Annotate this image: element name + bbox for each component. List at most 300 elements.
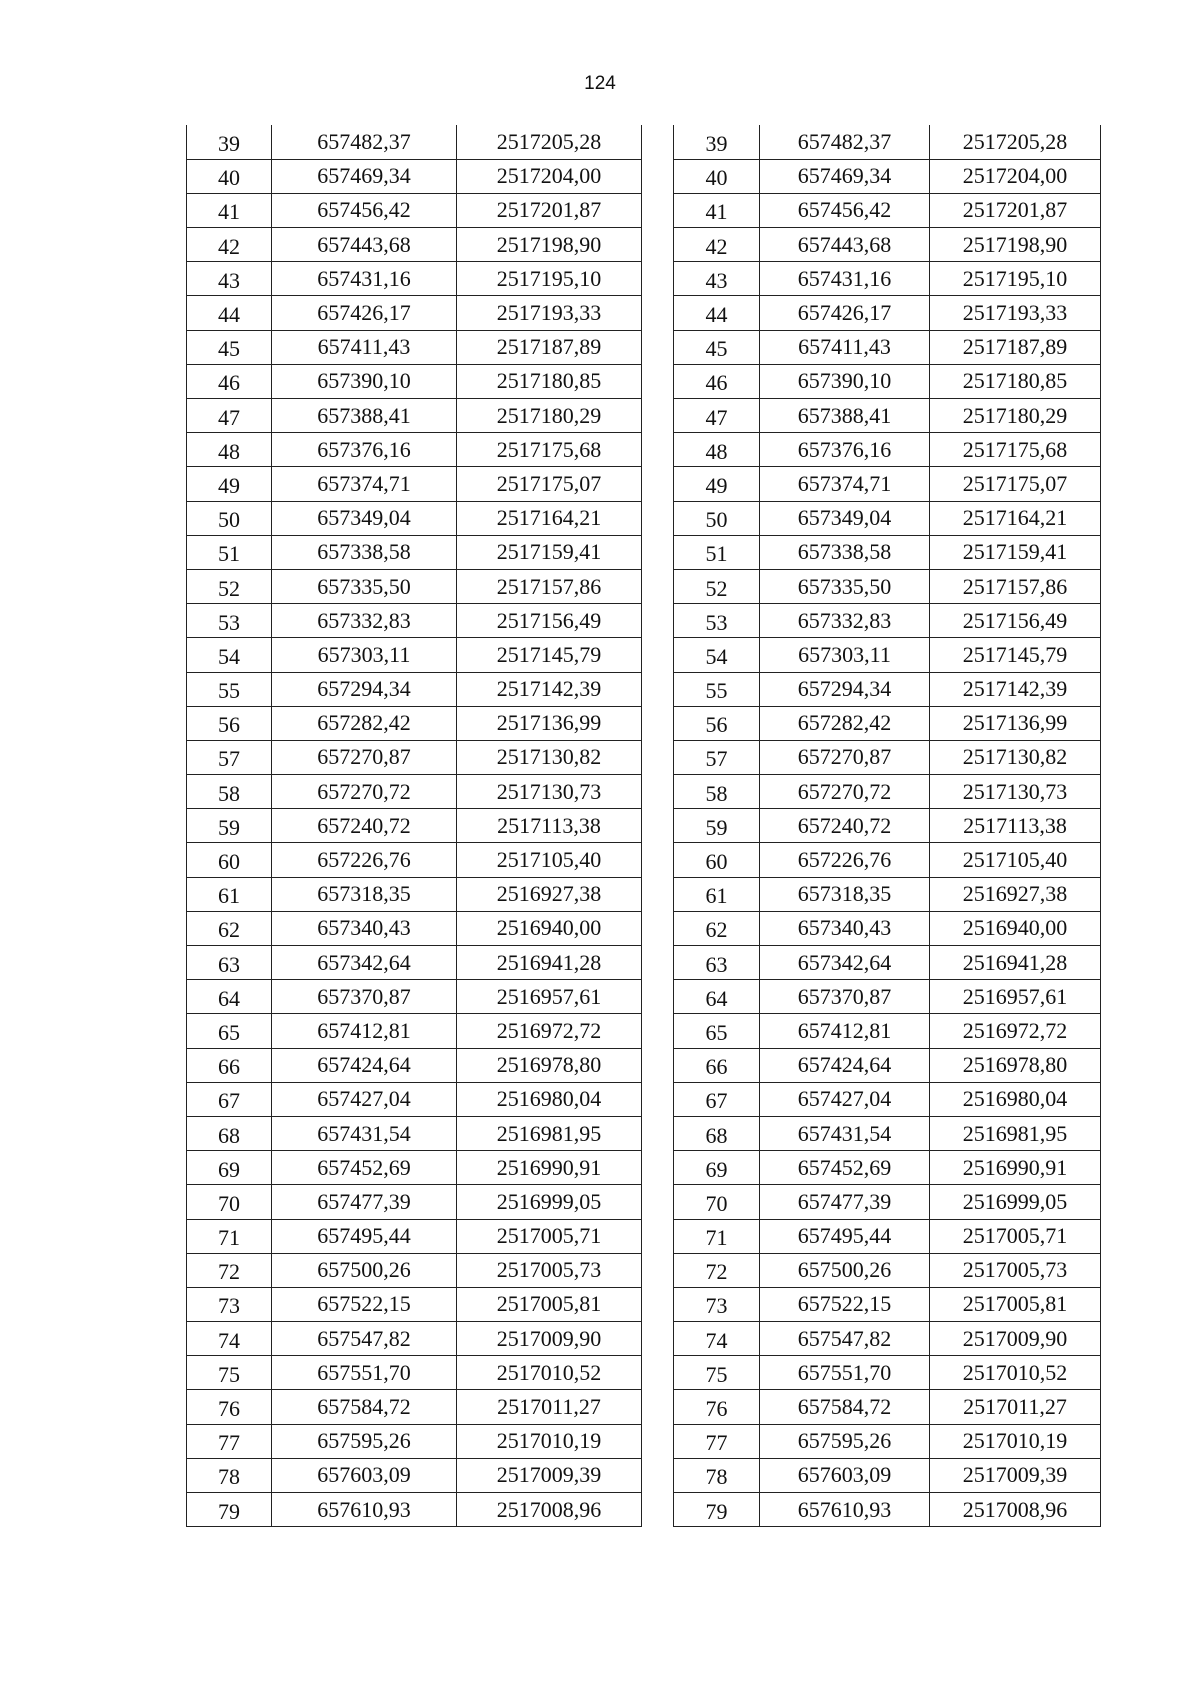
y-coordinate-cell: 2516978,80 xyxy=(930,1048,1101,1082)
table-row xyxy=(674,1424,1101,1458)
point-number-cell: 41 xyxy=(187,193,272,227)
point-number-cell: 76 xyxy=(674,1390,760,1424)
point-number-cell: 67 xyxy=(187,1082,272,1116)
x-coordinate-cell: 657340,43 xyxy=(760,911,930,945)
table-row xyxy=(187,262,642,296)
table-row xyxy=(187,775,642,809)
y-coordinate-cell: 2517180,85 xyxy=(930,364,1101,398)
point-number-cell: 71 xyxy=(674,1219,760,1253)
y-coordinate-cell: 2517156,49 xyxy=(457,604,642,638)
y-coordinate-cell: 2516972,72 xyxy=(930,1014,1101,1048)
y-coordinate-cell: 2517159,41 xyxy=(457,535,642,569)
table-row xyxy=(674,706,1101,740)
point-number-cell: 60 xyxy=(187,843,272,877)
y-coordinate-cell: 2517175,07 xyxy=(457,467,642,501)
x-coordinate-cell: 657303,11 xyxy=(272,638,457,672)
point-number-cell: 65 xyxy=(674,1014,760,1048)
y-coordinate-cell: 2517105,40 xyxy=(457,843,642,877)
x-coordinate-cell: 657469,34 xyxy=(272,159,457,193)
y-coordinate-cell: 2517193,33 xyxy=(930,296,1101,330)
x-coordinate-cell: 657374,71 xyxy=(272,467,457,501)
point-number-cell: 68 xyxy=(674,1116,760,1150)
x-coordinate-cell: 657603,09 xyxy=(760,1458,930,1492)
point-number-cell: 70 xyxy=(674,1185,760,1219)
y-coordinate-cell: 2517105,40 xyxy=(930,843,1101,877)
table-row xyxy=(674,1253,1101,1287)
x-coordinate-cell: 657318,35 xyxy=(272,877,457,911)
table-row xyxy=(674,672,1101,706)
table-row xyxy=(187,911,642,945)
x-coordinate-cell: 657342,64 xyxy=(760,946,930,980)
point-number-cell: 43 xyxy=(674,262,760,296)
y-coordinate-cell: 2516927,38 xyxy=(930,877,1101,911)
x-coordinate-cell: 657584,72 xyxy=(760,1390,930,1424)
x-coordinate-cell: 657332,83 xyxy=(760,604,930,638)
point-number-cell: 61 xyxy=(674,877,760,911)
y-coordinate-cell: 2517136,99 xyxy=(930,706,1101,740)
x-coordinate-cell: 657522,15 xyxy=(272,1287,457,1321)
x-coordinate-cell: 657411,43 xyxy=(272,330,457,364)
x-coordinate-cell: 657370,87 xyxy=(760,980,930,1014)
table-row xyxy=(187,1458,642,1492)
x-coordinate-cell: 657452,69 xyxy=(272,1151,457,1185)
table-row xyxy=(187,1082,642,1116)
point-number-cell: 52 xyxy=(674,569,760,603)
table-row xyxy=(187,296,642,330)
table-row xyxy=(674,1322,1101,1356)
y-coordinate-cell: 2517159,41 xyxy=(930,535,1101,569)
x-coordinate-cell: 657424,64 xyxy=(272,1048,457,1082)
y-coordinate-cell: 2516957,61 xyxy=(457,980,642,1014)
point-number-cell: 58 xyxy=(674,775,760,809)
y-coordinate-cell: 2517008,96 xyxy=(930,1493,1101,1527)
coordinates-table-right xyxy=(673,125,1101,1527)
point-number-cell: 67 xyxy=(674,1082,760,1116)
table-row xyxy=(187,1253,642,1287)
point-number-cell: 58 xyxy=(187,775,272,809)
table-row xyxy=(674,809,1101,843)
point-number-cell: 54 xyxy=(187,638,272,672)
point-number-cell: 78 xyxy=(674,1458,760,1492)
table-row xyxy=(187,433,642,467)
point-number-cell: 71 xyxy=(187,1219,272,1253)
x-coordinate-cell: 657610,93 xyxy=(272,1493,457,1527)
x-coordinate-cell: 657427,04 xyxy=(760,1082,930,1116)
y-coordinate-cell: 2517195,10 xyxy=(930,262,1101,296)
x-coordinate-cell: 657240,72 xyxy=(760,809,930,843)
table-row xyxy=(187,1493,642,1527)
y-coordinate-cell: 2517156,49 xyxy=(930,604,1101,638)
point-number-cell: 41 xyxy=(674,193,760,227)
y-coordinate-cell: 2517130,73 xyxy=(457,775,642,809)
x-coordinate-cell: 657551,70 xyxy=(272,1356,457,1390)
y-coordinate-cell: 2517204,00 xyxy=(457,159,642,193)
point-number-cell: 76 xyxy=(187,1390,272,1424)
point-number-cell: 55 xyxy=(187,672,272,706)
x-coordinate-cell: 657551,70 xyxy=(760,1356,930,1390)
table-row xyxy=(187,604,642,638)
table-row xyxy=(187,1356,642,1390)
y-coordinate-cell: 2516981,95 xyxy=(457,1116,642,1150)
x-coordinate-cell: 657500,26 xyxy=(760,1253,930,1287)
table-row xyxy=(674,911,1101,945)
y-coordinate-cell: 2516940,00 xyxy=(930,911,1101,945)
point-number-cell: 73 xyxy=(187,1287,272,1321)
x-coordinate-cell: 657426,17 xyxy=(760,296,930,330)
table-row xyxy=(187,467,642,501)
y-coordinate-cell: 2517157,86 xyxy=(457,569,642,603)
x-coordinate-cell: 657294,34 xyxy=(760,672,930,706)
y-coordinate-cell: 2517187,89 xyxy=(930,330,1101,364)
y-coordinate-cell: 2516957,61 xyxy=(930,980,1101,1014)
x-coordinate-cell: 657482,37 xyxy=(272,125,457,159)
table-row xyxy=(187,399,642,433)
point-number-cell: 39 xyxy=(674,125,760,159)
point-number-cell: 74 xyxy=(187,1322,272,1356)
x-coordinate-cell: 657522,15 xyxy=(760,1287,930,1321)
table-row xyxy=(674,980,1101,1014)
table-row xyxy=(187,364,642,398)
y-coordinate-cell: 2517010,52 xyxy=(930,1356,1101,1390)
y-coordinate-cell: 2516980,04 xyxy=(457,1082,642,1116)
table-row xyxy=(674,159,1101,193)
table-row xyxy=(187,1185,642,1219)
x-coordinate-cell: 657431,16 xyxy=(760,262,930,296)
x-coordinate-cell: 657452,69 xyxy=(760,1151,930,1185)
table-row xyxy=(674,193,1101,227)
point-number-cell: 68 xyxy=(187,1116,272,1150)
x-coordinate-cell: 657427,04 xyxy=(272,1082,457,1116)
x-coordinate-cell: 657226,76 xyxy=(272,843,457,877)
y-coordinate-cell: 2516972,72 xyxy=(457,1014,642,1048)
table-row xyxy=(187,330,642,364)
point-number-cell: 48 xyxy=(187,433,272,467)
x-coordinate-cell: 657431,54 xyxy=(272,1116,457,1150)
x-coordinate-cell: 657443,68 xyxy=(272,228,457,262)
x-coordinate-cell: 657282,42 xyxy=(760,706,930,740)
x-coordinate-cell: 657424,64 xyxy=(760,1048,930,1082)
table-row xyxy=(187,809,642,843)
x-coordinate-cell: 657390,10 xyxy=(272,364,457,398)
y-coordinate-cell: 2517011,27 xyxy=(457,1390,642,1424)
y-coordinate-cell: 2517175,68 xyxy=(930,433,1101,467)
table-row xyxy=(187,1014,642,1048)
point-number-cell: 57 xyxy=(674,740,760,774)
y-coordinate-cell: 2516940,00 xyxy=(457,911,642,945)
y-coordinate-cell: 2516941,28 xyxy=(930,946,1101,980)
point-number-cell: 66 xyxy=(674,1048,760,1082)
table-row xyxy=(187,1219,642,1253)
point-number-cell: 51 xyxy=(674,535,760,569)
table-row xyxy=(674,262,1101,296)
y-coordinate-cell: 2517198,90 xyxy=(930,228,1101,262)
y-coordinate-cell: 2517113,38 xyxy=(930,809,1101,843)
y-coordinate-cell: 2517164,21 xyxy=(930,501,1101,535)
x-coordinate-cell: 657477,39 xyxy=(760,1185,930,1219)
x-coordinate-cell: 657603,09 xyxy=(272,1458,457,1492)
y-coordinate-cell: 2517009,90 xyxy=(930,1322,1101,1356)
page-number: 124 xyxy=(584,73,616,94)
y-coordinate-cell: 2517145,79 xyxy=(457,638,642,672)
y-coordinate-cell: 2517009,39 xyxy=(930,1458,1101,1492)
x-coordinate-cell: 657370,87 xyxy=(272,980,457,1014)
point-number-cell: 44 xyxy=(674,296,760,330)
y-coordinate-cell: 2517011,27 xyxy=(930,1390,1101,1424)
table-row xyxy=(187,1287,642,1321)
point-number-cell: 53 xyxy=(674,604,760,638)
point-number-cell: 40 xyxy=(187,159,272,193)
x-coordinate-cell: 657443,68 xyxy=(760,228,930,262)
point-number-cell: 62 xyxy=(187,911,272,945)
y-coordinate-cell: 2517010,19 xyxy=(457,1424,642,1458)
x-coordinate-cell: 657595,26 xyxy=(272,1424,457,1458)
table-row xyxy=(187,740,642,774)
y-coordinate-cell: 2517005,71 xyxy=(457,1219,642,1253)
table-row xyxy=(674,296,1101,330)
x-coordinate-cell: 657495,44 xyxy=(272,1219,457,1253)
point-number-cell: 75 xyxy=(674,1356,760,1390)
y-coordinate-cell: 2517130,73 xyxy=(930,775,1101,809)
point-number-cell: 79 xyxy=(187,1493,272,1527)
table-row xyxy=(674,1458,1101,1492)
y-coordinate-cell: 2517187,89 xyxy=(457,330,642,364)
x-coordinate-cell: 657318,35 xyxy=(760,877,930,911)
point-number-cell: 49 xyxy=(674,467,760,501)
y-coordinate-cell: 2517010,52 xyxy=(457,1356,642,1390)
point-number-cell: 40 xyxy=(674,159,760,193)
x-coordinate-cell: 657469,34 xyxy=(760,159,930,193)
point-number-cell: 52 xyxy=(187,569,272,603)
table-row xyxy=(674,433,1101,467)
table-row xyxy=(187,1390,642,1424)
x-coordinate-cell: 657282,42 xyxy=(272,706,457,740)
table-row xyxy=(674,1287,1101,1321)
table-row xyxy=(187,946,642,980)
table-row xyxy=(187,535,642,569)
point-number-cell: 50 xyxy=(187,501,272,535)
table-row xyxy=(674,125,1101,159)
y-coordinate-cell: 2517205,28 xyxy=(930,125,1101,159)
table-row xyxy=(674,364,1101,398)
point-number-cell: 61 xyxy=(187,877,272,911)
point-number-cell: 50 xyxy=(674,501,760,535)
x-coordinate-cell: 657456,42 xyxy=(760,193,930,227)
table-row xyxy=(187,159,642,193)
table-row xyxy=(674,228,1101,262)
x-coordinate-cell: 657270,87 xyxy=(760,740,930,774)
point-number-cell: 59 xyxy=(674,809,760,843)
point-number-cell: 72 xyxy=(187,1253,272,1287)
y-coordinate-cell: 2517145,79 xyxy=(930,638,1101,672)
table-row xyxy=(674,535,1101,569)
x-coordinate-cell: 657547,82 xyxy=(760,1322,930,1356)
y-coordinate-cell: 2516927,38 xyxy=(457,877,642,911)
point-number-cell: 78 xyxy=(187,1458,272,1492)
table-row xyxy=(187,1322,642,1356)
point-number-cell: 64 xyxy=(674,980,760,1014)
y-coordinate-cell: 2517113,38 xyxy=(457,809,642,843)
table-row xyxy=(187,569,642,603)
table-row xyxy=(674,775,1101,809)
point-number-cell: 60 xyxy=(674,843,760,877)
point-number-cell: 65 xyxy=(187,1014,272,1048)
table-row xyxy=(674,467,1101,501)
table-row xyxy=(674,1390,1101,1424)
point-number-cell: 66 xyxy=(187,1048,272,1082)
table-row xyxy=(674,1219,1101,1253)
x-coordinate-cell: 657342,64 xyxy=(272,946,457,980)
x-coordinate-cell: 657500,26 xyxy=(272,1253,457,1287)
x-coordinate-cell: 657584,72 xyxy=(272,1390,457,1424)
point-number-cell: 56 xyxy=(187,706,272,740)
x-coordinate-cell: 657376,16 xyxy=(272,433,457,467)
point-number-cell: 59 xyxy=(187,809,272,843)
table-row xyxy=(674,330,1101,364)
y-coordinate-cell: 2517142,39 xyxy=(930,672,1101,706)
y-coordinate-cell: 2517195,10 xyxy=(457,262,642,296)
x-coordinate-cell: 657270,87 xyxy=(272,740,457,774)
point-number-cell: 46 xyxy=(674,364,760,398)
table-row xyxy=(674,1185,1101,1219)
table-row xyxy=(674,569,1101,603)
x-coordinate-cell: 657431,16 xyxy=(272,262,457,296)
x-coordinate-cell: 657374,71 xyxy=(760,467,930,501)
x-coordinate-cell: 657547,82 xyxy=(272,1322,457,1356)
point-number-cell: 55 xyxy=(674,672,760,706)
table-row xyxy=(674,1048,1101,1082)
y-coordinate-cell: 2517130,82 xyxy=(457,740,642,774)
table-row xyxy=(187,638,642,672)
x-coordinate-cell: 657335,50 xyxy=(760,569,930,603)
point-number-cell: 74 xyxy=(674,1322,760,1356)
coordinates-table-left xyxy=(186,125,642,1527)
point-number-cell: 39 xyxy=(187,125,272,159)
y-coordinate-cell: 2517204,00 xyxy=(930,159,1101,193)
point-number-cell: 51 xyxy=(187,535,272,569)
table-row xyxy=(674,1116,1101,1150)
x-coordinate-cell: 657338,58 xyxy=(272,535,457,569)
table-row xyxy=(674,1151,1101,1185)
table-row xyxy=(187,1116,642,1150)
y-coordinate-cell: 2517142,39 xyxy=(457,672,642,706)
y-coordinate-cell: 2517180,29 xyxy=(930,399,1101,433)
table-row xyxy=(187,672,642,706)
y-coordinate-cell: 2517136,99 xyxy=(457,706,642,740)
x-coordinate-cell: 657495,44 xyxy=(760,1219,930,1253)
x-coordinate-cell: 657303,11 xyxy=(760,638,930,672)
y-coordinate-cell: 2517164,21 xyxy=(457,501,642,535)
y-coordinate-cell: 2517193,33 xyxy=(457,296,642,330)
y-coordinate-cell: 2517198,90 xyxy=(457,228,642,262)
table-row xyxy=(674,638,1101,672)
y-coordinate-cell: 2517005,81 xyxy=(930,1287,1101,1321)
point-number-cell: 64 xyxy=(187,980,272,1014)
x-coordinate-cell: 657477,39 xyxy=(272,1185,457,1219)
x-coordinate-cell: 657412,81 xyxy=(272,1014,457,1048)
point-number-cell: 62 xyxy=(674,911,760,945)
x-coordinate-cell: 657426,17 xyxy=(272,296,457,330)
y-coordinate-cell: 2517005,71 xyxy=(930,1219,1101,1253)
y-coordinate-cell: 2517005,81 xyxy=(457,1287,642,1321)
point-number-cell: 77 xyxy=(674,1424,760,1458)
table-row xyxy=(187,706,642,740)
table-row xyxy=(187,193,642,227)
point-number-cell: 49 xyxy=(187,467,272,501)
y-coordinate-cell: 2517157,86 xyxy=(930,569,1101,603)
point-number-cell: 56 xyxy=(674,706,760,740)
point-number-cell: 47 xyxy=(674,399,760,433)
table-row xyxy=(674,877,1101,911)
y-coordinate-cell: 2517005,73 xyxy=(457,1253,642,1287)
y-coordinate-cell: 2517180,85 xyxy=(457,364,642,398)
x-coordinate-cell: 657388,41 xyxy=(760,399,930,433)
table-row xyxy=(674,1356,1101,1390)
point-number-cell: 46 xyxy=(187,364,272,398)
x-coordinate-cell: 657240,72 xyxy=(272,809,457,843)
y-coordinate-cell: 2517130,82 xyxy=(930,740,1101,774)
table-row xyxy=(187,980,642,1014)
point-number-cell: 79 xyxy=(674,1493,760,1527)
table-row xyxy=(674,501,1101,535)
table-row xyxy=(674,1014,1101,1048)
y-coordinate-cell: 2516980,04 xyxy=(930,1082,1101,1116)
point-number-cell: 69 xyxy=(674,1151,760,1185)
table-row xyxy=(674,604,1101,638)
point-number-cell: 48 xyxy=(674,433,760,467)
x-coordinate-cell: 657338,58 xyxy=(760,535,930,569)
point-number-cell: 72 xyxy=(674,1253,760,1287)
y-coordinate-cell: 2516999,05 xyxy=(457,1185,642,1219)
point-number-cell: 45 xyxy=(187,330,272,364)
x-coordinate-cell: 657431,54 xyxy=(760,1116,930,1150)
table-row xyxy=(187,1151,642,1185)
x-coordinate-cell: 657388,41 xyxy=(272,399,457,433)
y-coordinate-cell: 2517175,68 xyxy=(457,433,642,467)
x-coordinate-cell: 657595,26 xyxy=(760,1424,930,1458)
table-row xyxy=(187,843,642,877)
x-coordinate-cell: 657335,50 xyxy=(272,569,457,603)
x-coordinate-cell: 657349,04 xyxy=(272,501,457,535)
y-coordinate-cell: 2517201,87 xyxy=(930,193,1101,227)
point-number-cell: 44 xyxy=(187,296,272,330)
point-number-cell: 47 xyxy=(187,399,272,433)
x-coordinate-cell: 657340,43 xyxy=(272,911,457,945)
table-row xyxy=(674,1493,1101,1527)
table-row xyxy=(674,946,1101,980)
table-row xyxy=(187,1048,642,1082)
x-coordinate-cell: 657332,83 xyxy=(272,604,457,638)
point-number-cell: 75 xyxy=(187,1356,272,1390)
x-coordinate-cell: 657456,42 xyxy=(272,193,457,227)
point-number-cell: 70 xyxy=(187,1185,272,1219)
y-coordinate-cell: 2516978,80 xyxy=(457,1048,642,1082)
table-row xyxy=(674,1082,1101,1116)
point-number-cell: 63 xyxy=(187,946,272,980)
table-row xyxy=(187,501,642,535)
point-number-cell: 73 xyxy=(674,1287,760,1321)
y-coordinate-cell: 2516941,28 xyxy=(457,946,642,980)
y-coordinate-cell: 2516981,95 xyxy=(930,1116,1101,1150)
point-number-cell: 43 xyxy=(187,262,272,296)
x-coordinate-cell: 657412,81 xyxy=(760,1014,930,1048)
x-coordinate-cell: 657376,16 xyxy=(760,433,930,467)
point-number-cell: 77 xyxy=(187,1424,272,1458)
y-coordinate-cell: 2517205,28 xyxy=(457,125,642,159)
point-number-cell: 63 xyxy=(674,946,760,980)
y-coordinate-cell: 2517175,07 xyxy=(930,467,1101,501)
x-coordinate-cell: 657390,10 xyxy=(760,364,930,398)
x-coordinate-cell: 657349,04 xyxy=(760,501,930,535)
